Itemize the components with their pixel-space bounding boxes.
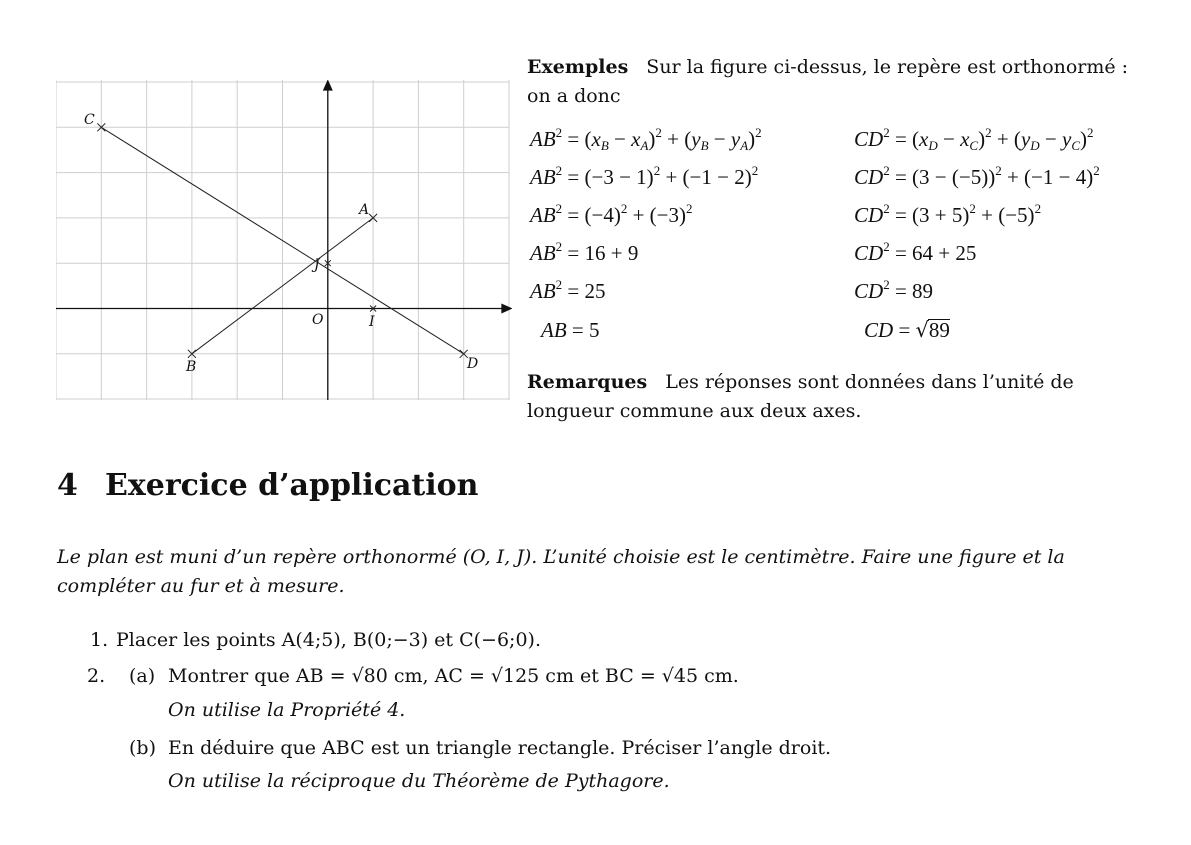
equation-left-6: AB = 5: [541, 318, 600, 342]
label-a: A: [359, 202, 370, 218]
item-1-number: 1.: [90, 629, 109, 651]
equation-left-3: $AB^2 = (-4)^2 + (-3)^2$: [530, 201, 693, 227]
equation-left-2: $AB^2 = (-3 - 1)^2 + (-1 - 2)^2$: [530, 163, 759, 189]
remarques-text: Les réponses sont données dans l’unité de longueur commune aux deux axes.: [527, 371, 1074, 422]
item-2a-text: Montrer que AB = √80 cm, AC = √125 cm et BC = √45 cm.: [168, 665, 739, 687]
item-1-text: Placer les points A(4;5), B(0;−3) et C(−6;0).: [116, 629, 541, 651]
equation-right-5: $CD^2 = 89$: [854, 277, 934, 303]
equation-right-6: CD = √89: [864, 318, 950, 342]
item-2a-hint: On utilise la Propriété 4.: [168, 699, 406, 721]
equation-left-1: $AB^2 = (x_B - x_A)^2 + (y_B - y_A)^2$: [530, 125, 762, 153]
equation-right-4: $CD^2 = 64 + 25$: [854, 239, 977, 265]
section-number: 4: [57, 468, 78, 503]
remarques-keyword: Remarques: [527, 371, 648, 393]
label-i: I: [369, 314, 375, 330]
equation-left-5: $AB^2 = 25$: [530, 277, 606, 303]
label-d: D: [467, 356, 479, 372]
item-2a-label: (a): [129, 665, 156, 687]
remarques-paragraph: [527, 368, 1147, 426]
label-c: C: [84, 112, 95, 128]
examples-text: Sur la figure ci-dessus, le repère est orthonormé : on a donc: [527, 56, 1129, 107]
section-heading: [57, 468, 479, 503]
axes: [56, 81, 511, 400]
item-2b-label: (b): [129, 737, 156, 759]
examples-paragraph: [527, 53, 1147, 111]
item-2b-hint: On utilise la réciproque du Théorème de Pythagore.: [168, 770, 670, 792]
exercise-intro: Le plan est muni d’un repère orthonormé (O, I, J). L’unité choisie est le centimètre. Faire une figure et la compléter au fur et à mesure.: [57, 546, 1065, 597]
equation-right-1: $CD^2 = (x_D - x_C)^2 + (y_D - y_C)^2$: [854, 125, 1094, 153]
coordinate-figure: [56, 80, 512, 402]
label-j: J: [314, 257, 320, 273]
equation-left-4: $AB^2 = 16 + 9$: [530, 239, 639, 265]
examples-keyword: Exemples: [527, 56, 629, 78]
equation-right-2: $CD^2 = (3 - (-5))^2 + (-1 - 4)^2$: [854, 163, 1100, 189]
label-o: O: [312, 312, 324, 328]
equation-right-3: $CD^2 = (3 + 5)^2 + (-5)^2$: [854, 201, 1042, 227]
item-2-number: 2.: [87, 665, 106, 687]
label-b: B: [186, 359, 197, 375]
item-2b-text: En déduire que ABC est un triangle rectangle. Préciser l’angle droit.: [168, 737, 832, 759]
section-title: Exercice d’application: [105, 468, 479, 503]
